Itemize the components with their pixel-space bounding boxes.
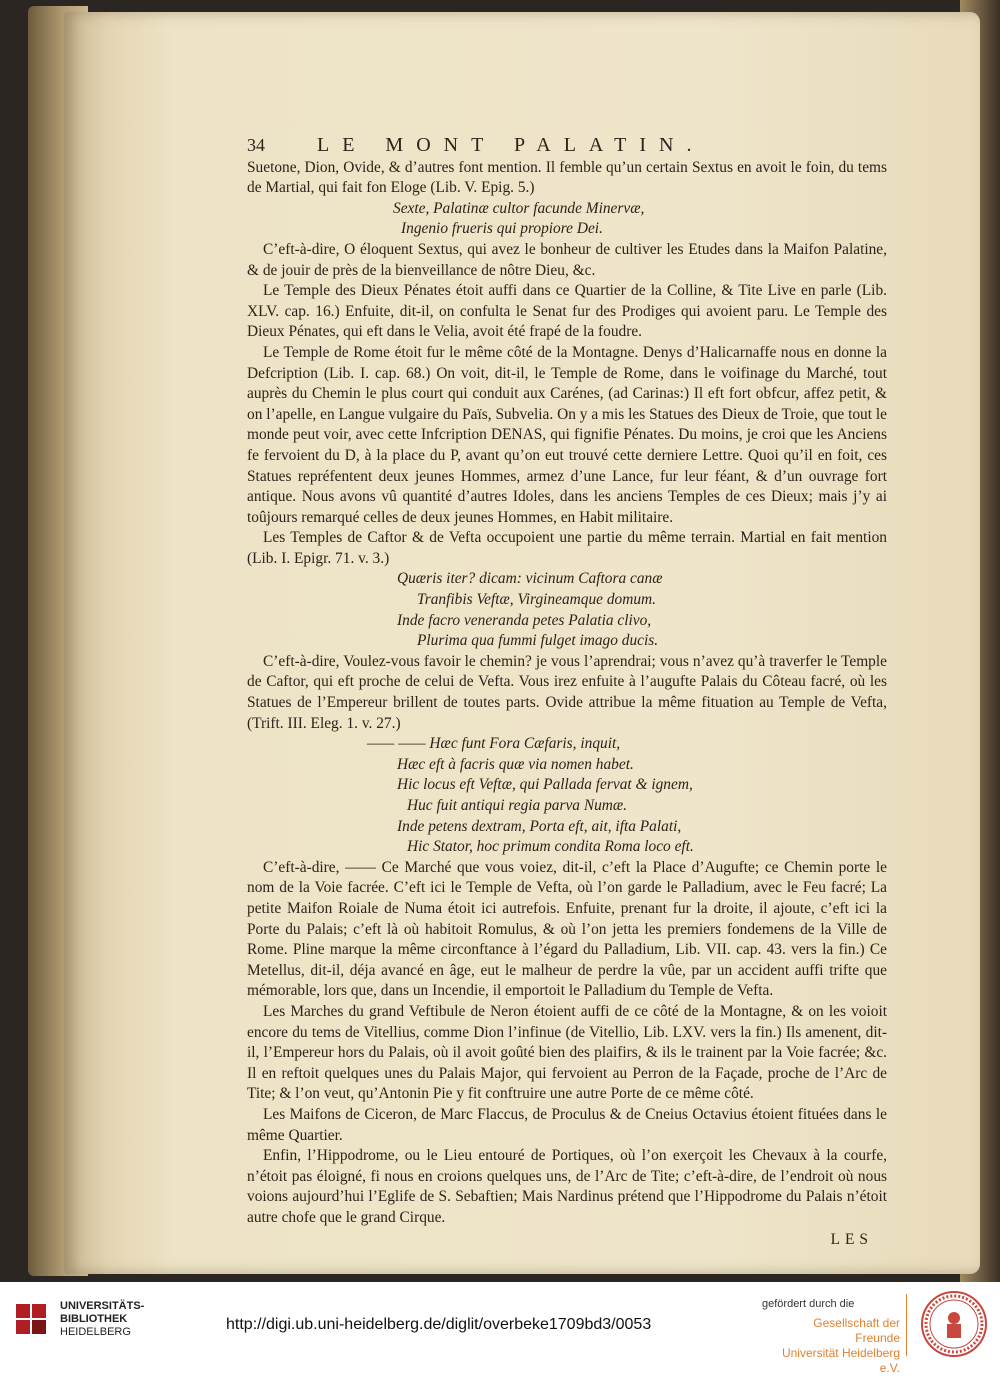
verse-line: Inde petens dextram, Porta eft, ait, ifta Palati,: [397, 817, 682, 835]
paragraph: Les Maifons de Ciceron, de Marc Flaccus, de Proculus & de Cneius Octavius étoient fituées dans le même Quartier.: [247, 1105, 887, 1144]
page-number: 34: [247, 135, 265, 155]
running-title: LE MONT PALATIN.: [317, 134, 705, 156]
university-library-logo-icon: [14, 1302, 54, 1342]
verse-line: Huc fuit antiqui regia parva Numæ.: [407, 797, 628, 814]
paragraph: Le Temple de Rome étoit fur le même côté de la Montagne. Denys d’Halicarnaffe nous en donne la Defcription (Lib. I. cap. 68.) On voit, dit-il, le Temple de Rome, dans le voifinage du Marché, tout auprès du Chemin le plus court qui conduit aux Carénes, (ad Carinas:) Il eft fort obfcur, affez petit, & on l’apelle, en Langue vulgaire du Païs, Subvelia. On y a mis les Statues des Dieux de Troie, que tout le monde peut voir, avec cette Infcription DENAS, qui fignifie Pénates. Du moins, je croi que les Anciens fe fervoient du D, à la place du P, avant qu’on eut trouvé cette derniere Lettre. Quoi qu’il en foit, ces Statues repréfentent deux jeunes Hommes, armez d’une Lance, fur leur féant, & d’un ouvrage fort antique. Nous avons vû quantité d’autres Idoles, dans les anciens Temples de ces Dieux; mais j’y ai toûjours remarqué celles de deux jeunes Hommes, en Habit militaire.: [247, 343, 887, 526]
verse-line: —— —— Hæc funt Fora Cæfaris, inquit,: [367, 735, 621, 753]
verse-line: Plurima qua fummi fulget imago ducis.: [417, 632, 659, 650]
verse-line: Sexte, Palatinæ cultor facunde Minervæ,: [393, 199, 645, 217]
sponsor-label: gefördert durch die: [762, 1298, 855, 1310]
paragraph: Les Marches du grand Veftibule de Neron étoient auffi de ce côté de la Montagne, & on les voioit encore du tems de Vitellius, comme Dion l’infinue (de Vitellio, Lib. LXV. vers la fin.) Ils amenent, dit-il, l’Empereur hors du Palais, où il avoit goûté bien des plaifirs, & ils le trainent par la Voie facrée; &c. Il en reftoit quelques unes du Palais Major, qui fervoient au Perron de la Façade, proche de l’Arc de Tite; & l’on veut, qu’Antonin Pie y fit conftruire une autre Porte de ce même côté.: [247, 1002, 887, 1103]
verse-line: Inde facro veneranda petes Palatia clivo,: [397, 611, 652, 629]
verse-line: Hæc eft à facris quæ via nomen habet.: [397, 755, 634, 773]
paragraph: C’eft-à-dire, O éloquent Sextus, qui avez le bonheur de cultiver les Etudes dans la Maifon Palatine, & de jouir de près de la bienveillance de nôtre Dieu, &c.: [247, 240, 887, 279]
verse-line: Ingenio frueris qui propiore Dei.: [401, 220, 603, 238]
page-text: [247, 135, 887, 1251]
sponsor-name: [770, 1316, 900, 1376]
sponsor-name-line: Universität Heidelberg e.V.: [781, 1346, 900, 1375]
paragraph: Le Temple des Dieux Pénates étoit auffi dans ce Quartier de la Colline, & Tite Live en parle (Lib. XLV. cap. 16.) Enfuite, dit-il, on confulta le Senat fur des Prodiges qui avoient paru. Le Temple des Dieux Pénates, qui eft dans le Velia, avoit été frapé de la foudre.: [247, 282, 887, 341]
verse-block: [247, 569, 887, 651]
divider: [906, 1294, 907, 1356]
paragraph: C’eft-à-dire, Voulez-vous favoir le chemin? je vous l’aprendrai; vous n’avez qu’à traverfer le Temple de Caftor, qui eft proche de celui de Vefta. Vous irez enfuite à l’augufte Palais du Côteau facré, où les Statues de l’Empereur brillent de toutes parts. Ovide attribue la même fituation au Temple de Vefta, (Trift. III. Eleg. 1. v. 27.): [247, 652, 887, 732]
sponsor-name-line: Gesellschaft der Freunde: [813, 1316, 900, 1345]
verse-line: Hic locus eft Veftæ, qui Pallada fervat & ignem,: [397, 776, 693, 794]
verse-line: Tranfibis Veftæ, Virgineamque domum.: [417, 591, 656, 609]
library-name-line: UNIVERSITÄTS-: [60, 1300, 145, 1312]
page-header: [247, 135, 887, 156]
paragraph: C’eft-à-dire, —— Ce Marché que vous voiez, dit-il, c’eft la Place d’Augufte; ce Chemin porte le nom de la Voie facrée. C’eft ici le Temple de Vefta, où l’on garde le Palladium, avec le Feu facré; La petite Maifon Roiale de Numa étoit ici autrefois. Enfuite, prenant fur la droite, il ajoute, c’eft ici la Porte du Palais; c’eft là où habitoit Romulus, & où l’on jetta les premiers fondemens de la Ville de Rome. Pline marque la même circonftance à l’égard du Palladium, Lib. VII. cap. 43. vers la fin.) Ce Metellus, dit-il, déja avancé en âge, eut le malheur de perdre la vûe, par un accident auffi trifte que mémorable, lors que, dans un Incendie, il emportoit le Palladium du Temple de Vefta.: [247, 858, 887, 1000]
catchword: LES: [830, 1231, 873, 1249]
library-name-line: BIBLIOTHEK: [60, 1313, 128, 1325]
verse-block: [247, 199, 887, 240]
verse-block: [247, 734, 887, 858]
permalink[interactable]: http://digi.ub.uni-heidelberg.de/diglit/overbeke1709bd3/0053: [226, 1316, 652, 1333]
library-name: [60, 1300, 144, 1339]
university-seal-icon: [920, 1290, 988, 1358]
paragraph: Les Temples de Caftor & de Vefta occupoient une partie du même terrain. Martial en fait mention (Lib. I. Epigr. 71. v. 3.): [247, 529, 887, 567]
verse-line: Hic Stator, hoc primum condita Roma loco eft.: [407, 838, 694, 856]
library-name-line: HEIDELBERG: [60, 1326, 131, 1338]
paragraph: Enfin, l’Hippodrome, ou le Lieu entouré de Portiques, où l’on exerçoit les Chevaux à la courfe, n’étoit pas éloigné, fi nous en croions quelques uns, de l’Arc de Tite; c’eft-à-dire, de l’endroit où nous voions aujourd’hui l’Eglife de S. Sebaftien; Mais Nardinus prétend que l’Hippodrome du Palais n’étoit autre chofe que le grand Cirque.: [247, 1147, 887, 1226]
paragraph: Suetone, Dion, Ovide, & d’autres font mention. Il femble qu’un certain Sextus en avoit le foin, du tems de Martial, qui fait fon Eloge (Lib. V. Epig. 5.): [247, 158, 887, 197]
footer: [0, 1282, 1000, 1375]
verse-line: Quæris iter? dicam: vicinum Caftora canæ: [397, 570, 663, 588]
